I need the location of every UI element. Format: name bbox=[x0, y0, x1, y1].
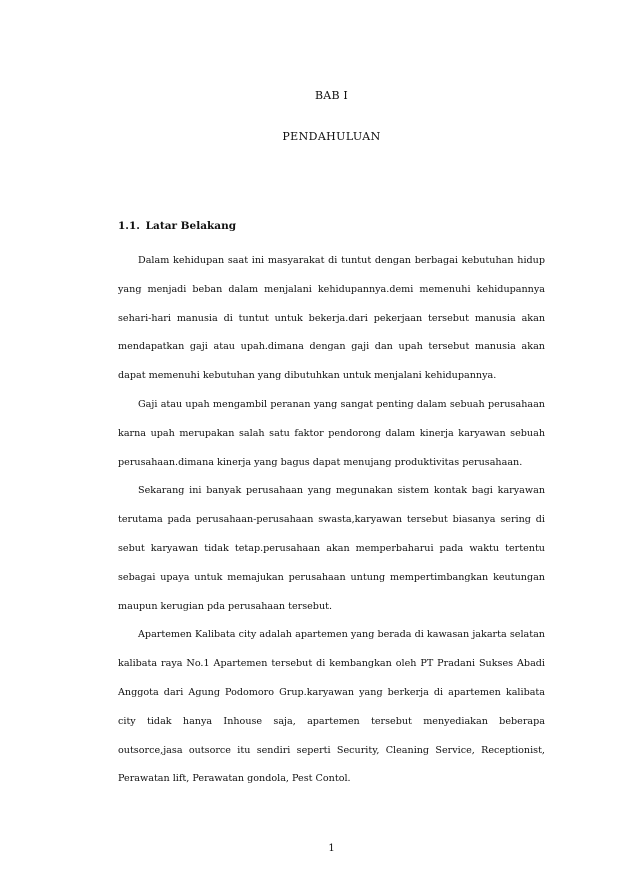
paragraph: Gaji atau upah mengambil peranan yang sangat penting dalam sebuah perusahaan karna upah merupakan salah satu faktor pendorong dalam kinerja karyawan sebuah perusahaan.dimana kinerja yang bagus dapat menujang produktivitas perusahaan. bbox=[118, 398, 545, 468]
paragraph: Apartemen Kalibata city adalah apartemen yang berada di kawasan jakarta selatan kalibata raya No.1 Apartemen tersebut di kembangkan oleh PT Pradani Sukses Abadi Anggota dari Agung Podomoro Grup.karyawan yang berkerja di apartemen kalibata city tidak hanya Inhouse saja, apartemen tersebut menyediakan beberapa outsorce,jasa outsorce itu sendiri seperti Security, Cleaning Service, Receptionist, Perawatan lift, Perawatan gondola, Pest Contol. bbox=[118, 629, 545, 785]
body-text bbox=[118, 247, 545, 794]
paragraph: Sekarang ini banyak perusahaan yang megunakan sistem kontak bagi karyawan terutama pada perusahaan-perusahaan swasta,karyawan tersebut biasanya sering di sebut karyawan tidak tetap.perusahaan akan memperbaharui pada waktu tertentu sebagai upaya untuk memajukan perusahaan untung mempertimbangkan keutungan maupun kerugian pda perusahaan tersebut. bbox=[118, 485, 545, 612]
section-number: 1.1. bbox=[118, 220, 140, 232]
chapter-label: BAB I bbox=[315, 89, 348, 102]
paragraph: Dalam kehidupan saat ini masyarakat di tuntut dengan berbagai kebutuhan hidup yang menjadi beban dalam menjalani kehidupannya.demi memenuhi kehidupannya sehari-hari manusia di tuntut untuk bekerja.dari pekerjaan tersebut manusia akan mendapatkan gaji atau upah.dimana dengan gaji dan upah tersebut manusia akan dapat memenuhi kebutuhan yang dibutuhkan untuk menjalani kehidupannya. bbox=[118, 255, 545, 382]
section-heading bbox=[118, 220, 236, 232]
section-title: Latar Belakang bbox=[145, 220, 237, 232]
chapter-title: PENDAHULUAN bbox=[282, 130, 381, 143]
page-number: 1 bbox=[328, 843, 335, 854]
